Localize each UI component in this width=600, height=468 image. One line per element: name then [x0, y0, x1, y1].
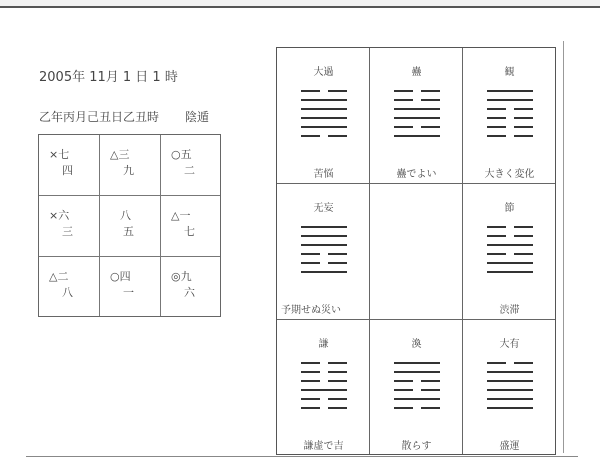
grid-cell	[39, 196, 100, 257]
hexagram-cell	[463, 48, 556, 184]
yin-line	[487, 226, 533, 228]
hexagram-name: 渙	[411, 339, 422, 350]
yang-line	[394, 362, 440, 364]
yin-line	[487, 117, 533, 119]
grid-cell	[161, 257, 222, 318]
yin-line	[487, 126, 533, 128]
grid-cell	[39, 135, 100, 196]
yin-line	[301, 262, 347, 264]
cell-bottom-label: 四	[62, 164, 73, 177]
yang-line	[394, 117, 440, 119]
ganzhi-label	[39, 108, 209, 125]
hexagram-cell	[463, 320, 556, 456]
hexagram-name: 節	[504, 203, 515, 214]
yang-line	[394, 371, 440, 373]
right-edge-line	[563, 41, 564, 453]
cell-bottom-label: 八	[62, 286, 73, 299]
grid-cell	[100, 196, 161, 257]
hexagram-meaning: 大きく変化	[484, 169, 535, 180]
hexagram-symbol	[394, 362, 440, 416]
yang-line	[301, 235, 347, 237]
yang-line	[301, 226, 347, 228]
yang-line	[301, 108, 347, 110]
hexagram-symbol	[487, 362, 533, 416]
grid-cell	[161, 196, 222, 257]
yin-line	[487, 235, 533, 237]
yin-line	[301, 90, 347, 92]
hexagram-cell	[370, 320, 463, 456]
yin-line	[301, 407, 347, 409]
yang-line	[301, 244, 347, 246]
cell-top-label: ◎九	[171, 270, 192, 283]
yin-line	[487, 253, 533, 255]
datetime-label: 2005年 11月 1 日 1 時	[39, 70, 178, 85]
cell-top-label: △三	[110, 148, 130, 161]
hexagram-meaning: 蠱でよい	[396, 169, 437, 180]
yin-line	[394, 389, 440, 391]
cell-top-label: ×六	[49, 209, 70, 222]
cell-top-label: △一	[171, 209, 191, 222]
yin-line	[394, 90, 440, 92]
yin-line	[301, 362, 347, 364]
cell-top-label: △二	[49, 270, 69, 283]
yang-line	[301, 126, 347, 128]
yin-line	[301, 371, 347, 373]
yang-line	[487, 407, 533, 409]
cell-bottom-label: 九	[123, 164, 134, 177]
hexagram-symbol	[487, 226, 533, 280]
hexagram-meaning: 予期せぬ災い	[281, 305, 341, 316]
hexagram-cell	[277, 184, 370, 320]
yang-line	[301, 271, 347, 273]
yin-line	[487, 135, 533, 137]
ganzhi-text: 乙年丙月己丑日乙丑時	[39, 110, 160, 124]
hexagram-name: 大有	[499, 339, 520, 350]
yang-line	[487, 389, 533, 391]
hexagram-symbol	[301, 362, 347, 416]
hexagram-name: 蠱	[411, 67, 422, 78]
cell-bottom-label: 一	[123, 286, 134, 299]
yin-line	[394, 99, 440, 101]
yin-line	[394, 380, 440, 382]
nine-star-grid	[38, 134, 221, 317]
yang-line	[487, 90, 533, 92]
hexagram-meaning: 謙虚で吉	[303, 441, 344, 452]
cell-top-label: ○五	[171, 148, 192, 161]
grid-cell	[39, 257, 100, 318]
yin-line	[394, 126, 440, 128]
yang-line	[301, 99, 347, 101]
yang-line	[487, 99, 533, 101]
hexagram-meaning: 渋滞	[499, 305, 520, 316]
hexagram-cell	[277, 320, 370, 456]
yin-line	[487, 108, 533, 110]
hexagram-meaning: 苦悩	[313, 169, 334, 180]
hexagram-meaning: 盛運	[499, 441, 520, 452]
dun-label: 陰遁	[185, 110, 210, 124]
hexagram-grid	[276, 47, 556, 455]
top-border	[0, 0, 600, 8]
cell-bottom-label: 二	[184, 164, 195, 177]
cell-top-label: ×七	[49, 148, 70, 161]
yang-line	[487, 380, 533, 382]
yin-line	[301, 398, 347, 400]
hexagram-cell-empty	[370, 184, 463, 320]
yang-line	[394, 398, 440, 400]
yang-line	[394, 108, 440, 110]
hexagram-meaning: 散らす	[401, 441, 432, 452]
hexagram-name: 謙	[318, 339, 329, 350]
yang-line	[487, 271, 533, 273]
grid-cell	[100, 257, 161, 318]
hexagram-symbol	[487, 90, 533, 144]
yang-line	[394, 135, 440, 137]
yang-line	[487, 371, 533, 373]
hexagram-symbol	[301, 90, 347, 144]
cell-bottom-label: 三	[62, 225, 73, 238]
hexagram-cell	[277, 48, 370, 184]
yang-line	[487, 244, 533, 246]
hexagram-name: 観	[504, 67, 515, 78]
yang-line	[487, 398, 533, 400]
yang-line	[301, 389, 347, 391]
bottom-border	[26, 456, 578, 457]
yang-line	[487, 262, 533, 264]
yin-line	[394, 407, 440, 409]
yin-line	[301, 135, 347, 137]
hexagram-name: 大過	[313, 67, 334, 78]
cell-bottom-label: 六	[184, 286, 195, 299]
cell-bottom-label: 五	[123, 225, 134, 238]
yin-line	[301, 380, 347, 382]
hexagram-name: 无妄	[313, 203, 334, 214]
yang-line	[301, 117, 347, 119]
yin-line	[301, 253, 347, 255]
hexagram-symbol	[394, 90, 440, 144]
grid-cell	[161, 135, 222, 196]
yin-line	[487, 362, 533, 364]
hexagram-symbol	[301, 226, 347, 280]
grid-cell	[100, 135, 161, 196]
cell-bottom-label: 七	[184, 225, 195, 238]
cell-top-label: ○四	[110, 270, 131, 283]
hexagram-cell	[463, 184, 556, 320]
hexagram-cell	[370, 48, 463, 184]
cell-top-label: 八	[120, 209, 131, 222]
